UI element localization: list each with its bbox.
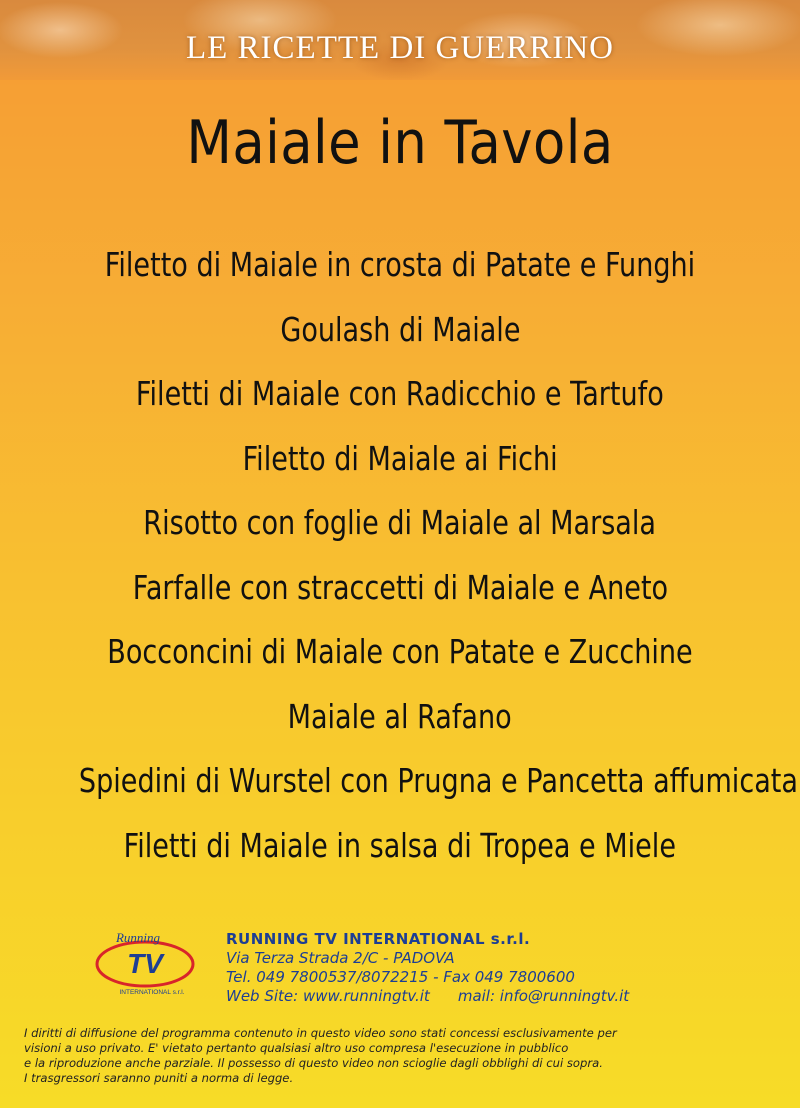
recipe-list xyxy=(0,240,800,885)
disclaimer-line: I trasgressori saranno puniti a norma di legge. xyxy=(24,1071,294,1085)
recipe-item: Filetti di Maiale con Radicchio e Tartufo xyxy=(136,374,664,413)
company-website: Web Site: www.runningtv.it xyxy=(226,987,430,1005)
recipe-item: Risotto con foglie di Maiale al Marsala xyxy=(143,503,657,542)
recipe-item: Filetto di Maiale in crosta di Patate e Funghi xyxy=(104,245,696,284)
recipe-item: Bocconcini di Maiale con Patate e Zucchine xyxy=(107,632,693,671)
logo-tv-text: TV xyxy=(127,948,163,979)
page-title: Maiale in Tavola xyxy=(186,108,614,178)
recipe-item: Filetto di Maiale ai Fichi xyxy=(242,438,558,478)
company-address: Via Terza Strada 2/C - PADOVA xyxy=(226,949,455,967)
company-info xyxy=(226,930,766,1006)
logo-top-text: Running xyxy=(115,930,161,945)
series-title: LE RICETTE DI GUERRINO xyxy=(185,30,615,66)
recipe-item: Filetti di Maiale in salsa di Tropea e Miele xyxy=(123,825,677,865)
company-name: RUNNING TV INTERNATIONAL s.r.l. xyxy=(226,930,531,948)
recipe-item: Spiedini di Wurstel con Prugna e Pancetta affumicata xyxy=(78,761,798,800)
recipe-item: Maiale al Rafano xyxy=(287,696,513,736)
company-phone: Tel. 049 7800537/8072215 - Fax 049 7800600 xyxy=(226,968,575,986)
logo-bottom-text: INTERNATIONAL s.r.l. xyxy=(119,989,185,996)
disclaimer-line: visioni a uso privato. E' vietato pertanto qualsiasi altro uso compresa l'esecuzione in pubblico xyxy=(24,1041,569,1055)
header-banner xyxy=(0,0,800,80)
recipe-item: Goulash di Maiale xyxy=(279,309,521,349)
running-tv-logo xyxy=(92,928,198,996)
disclaimer-line: e la riproduzione anche parziale. Il possesso di questo video non scioglie dagli obblighi di cui sopra. xyxy=(24,1056,603,1070)
company-email: mail: info@runningtv.it xyxy=(457,987,630,1005)
legal-disclaimer xyxy=(24,1026,784,1086)
recipe-item: Farfalle con straccetti di Maiale e Aneto xyxy=(132,567,668,607)
disclaimer-line: I diritti di diffusione del programma contenuto in questo video sono stati concessi esclusivamente per xyxy=(24,1026,617,1040)
